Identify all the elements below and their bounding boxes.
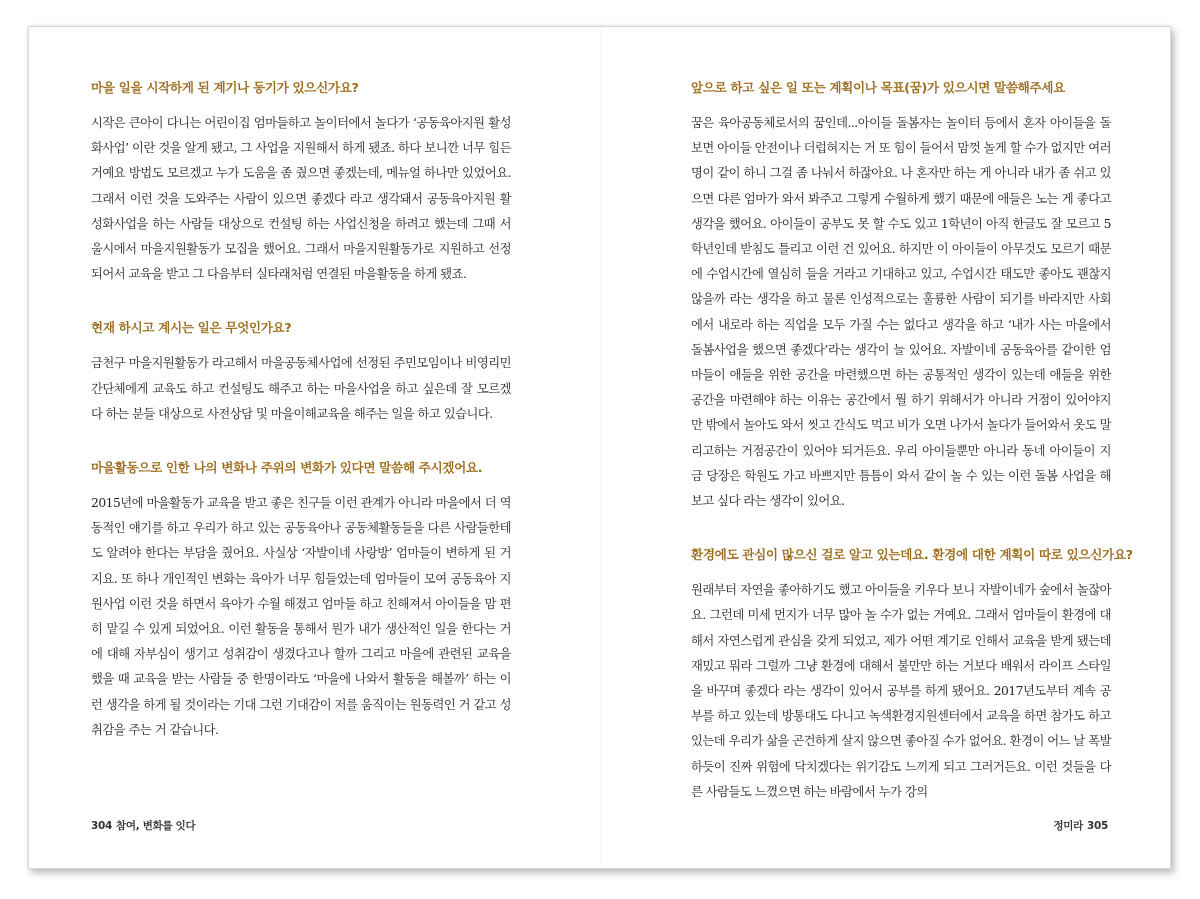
answer-paragraph: 금천구 마을지원활동가 라고해서 마을공동체사업에 선정된 주민모임이나 비영리민간단체에게 교육도 하고 컨설팅도 해주고 하는 마을사업을 하고 싶은데 잘 모르겠다 하는 분들 대상으로 사전상담 및 마을이해교육을 해주는 일을 하고 있습니다. [91, 356, 511, 421]
answer-paragraph: 2015년에 마을활동가 교육을 받고 좋은 친구들 이런 관계가 아니라 마을에서 더 역동적인 얘기를 하고 우리가 하고 있는 공동육아나 공동체활동들을 다른 사람들한테도 알려야 한다는 부담을 줬어요. 사실상 ‘자발이네 사랑방’ 엄마들이 변하게 된 거지요. 또 하나 개인적인 변화는 육아가 너무 힘들었는데 엄마들이 모여 공동육아 지원사업 이런 것을 하면서 육아가 수월 해졌고 엄마들 하고 친해져서 아이들을 맘 편히 맡길 수 있게 되었어요. 이런 활동을 통해서 뭔가 내가 생산적인 일을 한다는 거에 대해 자부심이 생기고 성취감이 생겼다고나 할까 그리고 마을에 관련된 교육을 했을 때 교육을 받는 사람들 중 한명이라도 ‘마을에 나와서 활동을 해볼까’ 하는 이런 생각을 하게 될 것이라는 기대 그런 기대감이 저를 움직이는 원동력인 거 같고 성취감을 주는 거 같습니다. [91, 496, 511, 737]
right-page [691, 79, 1133, 837]
question-heading: 마을활동으로 인한 나의 변화나 주위의 변화가 있다면 말씀해 주시겠어요. [91, 460, 483, 476]
question-heading: 앞으로 하고 싶은 일 또는 계획이나 목표(꿈)가 있으시면 말씀해주세요 [691, 80, 1065, 95]
answer-paragraph: 시작은 큰아이 다니는 어린이집 엄마들하고 놀이터에서 놀다가 ‘공동육아지원 활성화사업’ 이란 것을 알게 됐고, 그 사업을 지원해서 하게 됐죠. 하다 보니깐 너무 힘든 거예요 방법도 모르겠고 누가 도움을 좀 줬으면 좋겠는데, 메뉴얼 하나만 있었어요. 그래서 이런 것을 도와주는 사람이 있으면 좋겠다 라고 생각돼서 공동육아지원 활성화사업을 하는 사람들 대상으로 컨설팅 하는 사업신청을 하려고 했는데 그때 서울시에서 마을지원활동가 모집을 했어요. 그래서 마을지원활동가로 지원하고 선정되어서 교육을 받고 그 다음부터 실타래처럼 연결된 마을활동을 하게 됐죠. [91, 116, 511, 282]
book-spread [28, 26, 1171, 869]
author-name: 정미라 [1053, 820, 1083, 832]
question-heading: 현재 하시고 계시는 일은 무엇인가요? [91, 320, 292, 336]
book-gutter [600, 27, 602, 868]
answer-paragraph: 원래부터 자연을 좋아하기도 했고 아이들을 키우다 보니 자발이네가 숲에서 놀잖아요. 그런데 미세 먼지가 너무 많아 놀 수가 없는 거예요. 그래서 엄마들이 환경에 대해서 자연스럽게 관심을 갖게 되었고, 제가 어떤 계기로 인해서 교육을 받게 됐는데 재밌고 뭐라 그럴까 그냥 환경에 대해서 불만만 하는 거보다 배워서 라이프 스타일을 바꾸며 좋겠다 라는 생각이 있어서 공부를 하게 됐어요. 2017년도부터 계속 공부를 하고 있는데 방통대도 다니고 녹색환경지원센터에서 교육을 하면 참가도 하고 있는데 우리가 삶을 곤건하게 살지 않으면 좋아질 수가 없어요. 환경이 어느 날 폭발하듯이 진짜 위험에 닥치겠다는 위기감도 느끼게 되고 그러거든요. 이런 것들을 다른 사람들도 느꼈으면 하는 바람에서 누가 강의 [691, 583, 1111, 799]
page-number: 305 [1086, 820, 1108, 832]
page-number: 304 [91, 820, 113, 832]
answer-paragraph: 꿈은 육아공동체로서의 꿈인데...아이들 돌봄자는 놀이터 등에서 혼자 아이들을 돌보면 아이들 안전이나 더럽혀지는 거 또 힘이 들어서 맘껏 놀게 할 수가 없지만 여러 명이 같이 하니 그걸 좀 나눠서 하잖아요. 나 혼자만 하는 게 아니라 내가 좀 쉬고 있으면 다른 엄마가 와서 봐주고 그렇게 수월하게 했기 때문에 애들은 노는 게 좋다고 생각을 했어요. 아이들이 공부도 못 할 수도 있고 1학년이 아직 한글도 잘 모르고 5학년인데 받침도 틀리고 이런 건 있어요. 하지만 이 아이들이 아무것도 모르기 때문에 수업시간에 열심히 들을 거라고 기대하고 있고, 수업시간 태도만 좋아도 괜찮지 않을까 라는 생각을 하고 물론 인성적으로는 훌륭한 사람이 되기를 바라지만 사회에서 내로라 하는 직업을 모두 가질 수는 없다고 생각을 하고 ‘내가 사는 마을에서 돌봄사업을 했으면 좋겠다’라는 생각이 늘 있어요. 자발이네 공동육아를 같이한 엄마들이 애들을 위한 공간을 마련했으면 하는 공통적인 생각이 있는데 애들을 위한 공간을 마련해야 하는 이유는 공간에서 뭘 하기 위해서가 아니라 거점이 있어야지만 밖에서 놀아도 와서 씻고 간식도 먹고 비가 오면 나가서 놀다가 들어와서 옷도 말리고하는 거점공간이 있어야 되거든요. 우리 아이들뿐만 아니라 동네 아이들이 지금 당장은 학원도 가고 바쁘지만 틈틈이 와서 같이 놀 수 있는 이런 돌봄 사업을 해보고 싶다 라는 생각이 있어요. [691, 116, 1111, 509]
left-page-footer [91, 818, 195, 833]
right-page-footer [1053, 818, 1108, 833]
left-page [91, 79, 511, 775]
running-title: 참여, 변화를 잇다 [116, 820, 196, 832]
question-heading: 환경에도 관심이 많으신 걸로 알고 있는데요. 환경에 대한 계획이 따로 있으신가요? [691, 547, 1133, 563]
question-heading: 마을 일을 시작하게 된 계기나 동기가 있으신가요? [91, 80, 359, 95]
